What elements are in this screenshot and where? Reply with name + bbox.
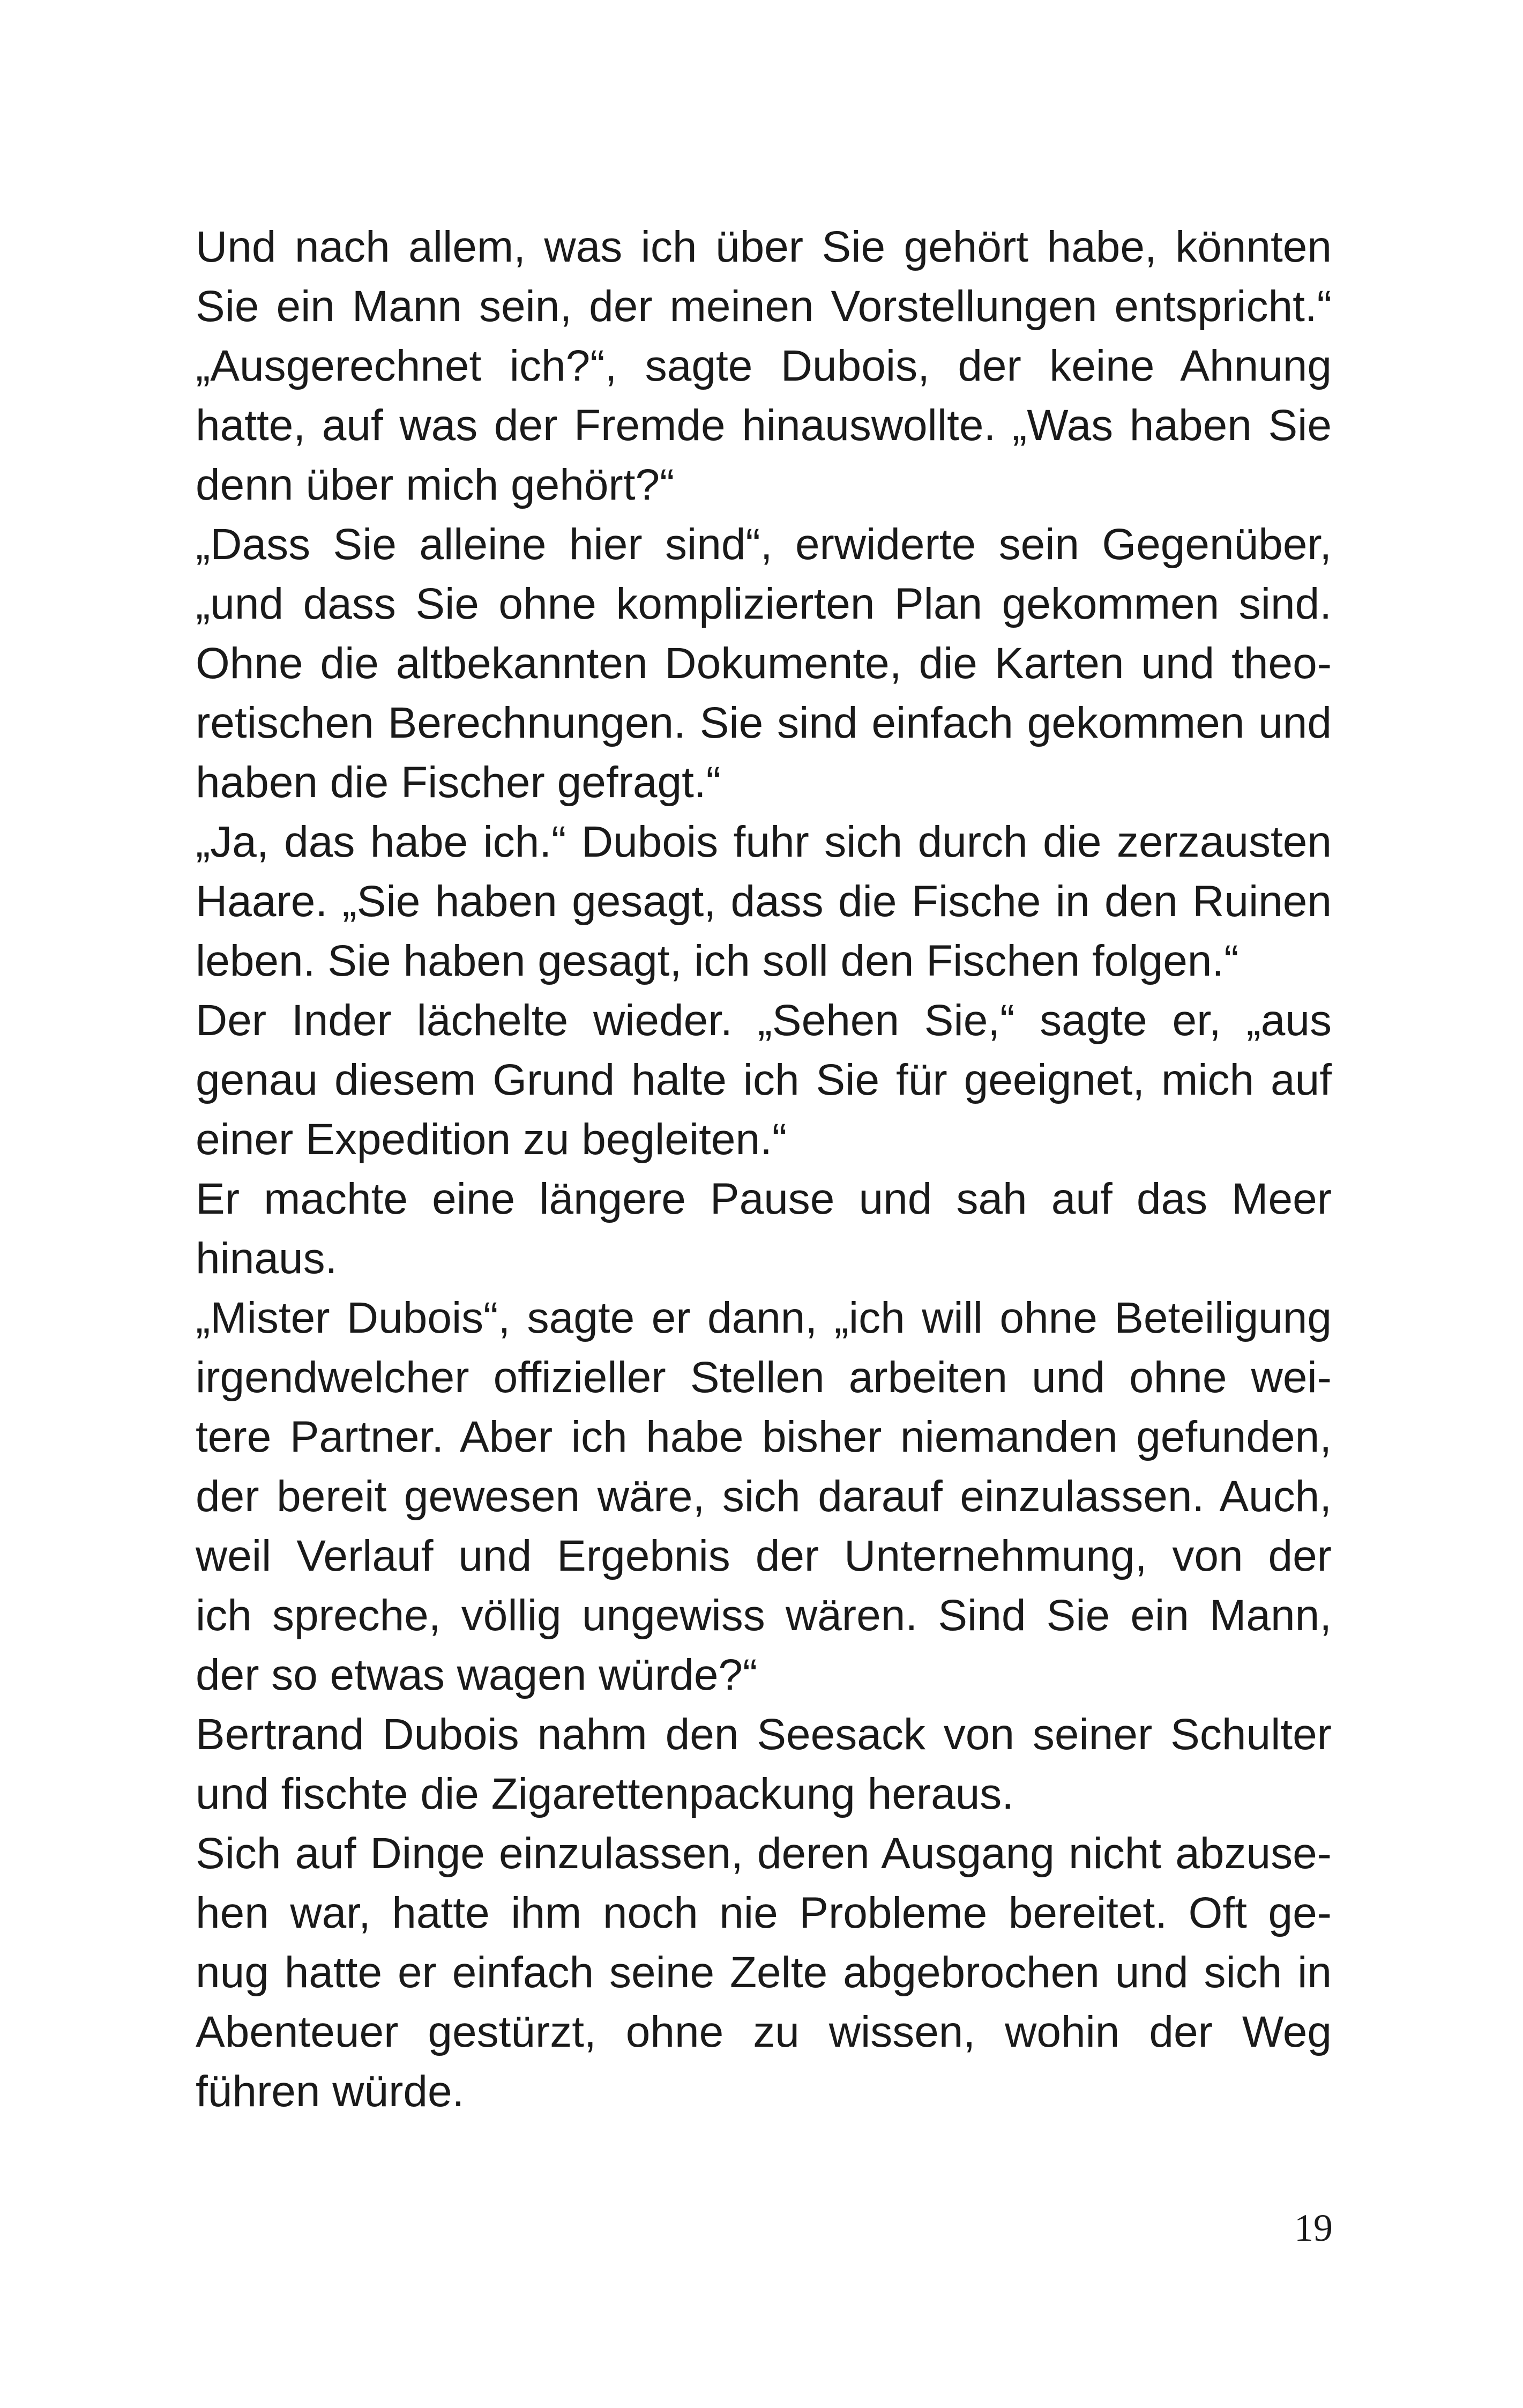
text-line: Sich auf Dinge einzulassen, deren Ausgang nicht abzuse- xyxy=(196,1829,1332,1878)
text-line: Er machte eine längere Pause und sah auf das Meer xyxy=(196,1175,1332,1223)
text-line: Der Inder lächelte wieder. „Sehen Sie,“ sagte er, „aus xyxy=(196,996,1332,1045)
text-line: hinaus. xyxy=(196,1234,338,1283)
text-line: „Dass Sie alleine hier sind“, erwiderte sein Gegenüber, xyxy=(196,520,1332,569)
text-line: „Ja, das habe ich.“ Dubois fuhr sich durch die zerzausten xyxy=(196,817,1332,866)
text-line: der bereit gewesen wäre, sich darauf einzulassen. Auch, xyxy=(196,1472,1332,1521)
text-line: hatte, auf was der Fremde hinauswollte. „Was haben Sie xyxy=(196,401,1332,450)
text-line: und fischte die Zigarettenpackung heraus. xyxy=(196,1770,1014,1818)
text-line: „Mister Dubois“, sagte er dann, „ich will ohne Beteiligung xyxy=(196,1294,1332,1342)
text-line: irgendwelcher offizieller Stellen arbeiten und ohne wei- xyxy=(196,1353,1332,1402)
text-line: „Ausgerechnet ich?“, sagte Dubois, der keine Ahnung xyxy=(196,341,1332,390)
text-line: nug hatte er einfach seine Zelte abgebrochen und sich in xyxy=(196,1948,1332,1997)
text-line: Ohne die altbekannten Dokumente, die Karten und theo- xyxy=(196,639,1332,688)
text-line: denn über mich gehört?“ xyxy=(196,460,675,509)
text-line: der so etwas wagen würde?“ xyxy=(196,1651,758,1699)
text-line: haben die Fischer gefragt.“ xyxy=(196,758,721,807)
body-text xyxy=(196,217,1332,2121)
text-line: Haare. „Sie haben gesagt, dass die Fische in den Ruinen xyxy=(196,877,1332,926)
text-line: führen würde. xyxy=(196,2067,465,2116)
text-line: hen war, hatte ihm noch nie Probleme bereitet. Oft ge- xyxy=(196,1889,1332,1937)
text-line: retischen Berechnungen. Sie sind einfach gekommen und xyxy=(196,698,1332,747)
text-line: leben. Sie haben gesagt, ich soll den Fischen folgen.“ xyxy=(196,937,1239,985)
text-line: weil Verlauf und Ergebnis der Unternehmung, von der xyxy=(196,1532,1332,1580)
text-line: tere Partner. Aber ich habe bisher niemanden gefunden, xyxy=(196,1413,1332,1461)
text-line: ich spreche, völlig ungewiss wären. Sind Sie ein Mann, xyxy=(196,1591,1332,1640)
text-line: genau diesem Grund halte ich Sie für geeignet, mich auf xyxy=(196,1056,1332,1104)
text-line: Abenteuer gestürzt, ohne zu wissen, wohin der Weg xyxy=(196,2008,1332,2056)
text-line: Und nach allem, was ich über Sie gehört habe, könnten xyxy=(196,222,1332,271)
text-line: Sie ein Mann sein, der meinen Vorstellungen entspricht.“ xyxy=(196,282,1332,331)
page-number: 19 xyxy=(1294,2206,1333,2249)
text-line: „und dass Sie ohne komplizierten Plan gekommen sind. xyxy=(196,579,1332,628)
text-line: Bertrand Dubois nahm den Seesack von seiner Schulter xyxy=(196,1710,1332,1759)
text-line: einer Expedition zu begleiten.“ xyxy=(196,1115,787,1164)
